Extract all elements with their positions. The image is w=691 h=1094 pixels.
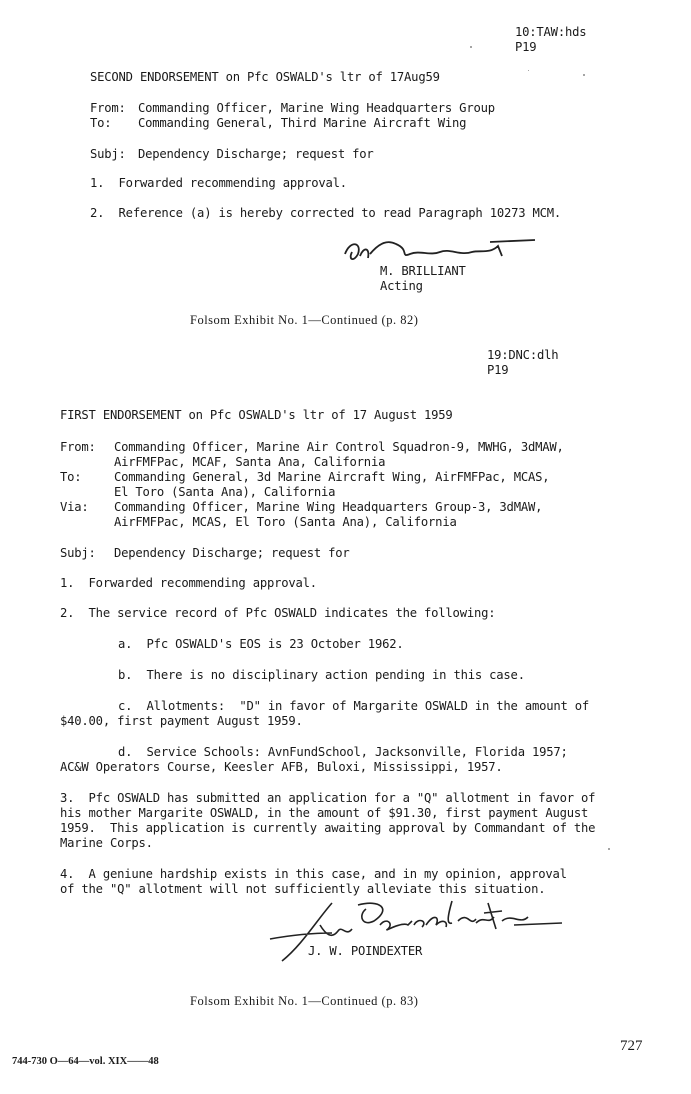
signer-name: J. W. POINDEXTER: [308, 944, 423, 958]
file-code: 10:TAW:hds: [515, 25, 587, 39]
scan-speck: [470, 46, 472, 48]
from-label: From:: [60, 440, 96, 454]
from-text: Commanding Officer, Marine Wing Headquarters Group: [138, 101, 495, 115]
item-c-line-1: c. Allotments: "D" in favor of Margarite OSWALD in the amount of: [118, 699, 590, 713]
endorsement-heading: SECOND ENDORSEMENT on Pfc OSWALD's ltr of 17Aug59: [90, 70, 440, 84]
subj-label: Subj:: [90, 147, 126, 161]
to-text: Commanding General, Third Marine Aircraft Wing: [138, 116, 467, 130]
subj-text: Dependency Discharge; request for: [138, 147, 374, 161]
to-label: To:: [90, 116, 112, 130]
via-line-1: Commanding Officer, Marine Wing Headquarters Group-3, 3dMAW,: [114, 500, 543, 514]
to-label: To:: [60, 470, 82, 484]
endorsement-heading: FIRST ENDORSEMENT on Pfc OSWALD's ltr of 17 August 1959: [60, 408, 453, 422]
paragraph-4-line-1: 4. A geniune hardship exists in this case, and in my opinion, approval: [60, 867, 567, 881]
file-code: 19:DNC:dlh: [487, 348, 559, 362]
to-line-1: Commanding General, 3d Marine Aircraft Wing, AirFMFPac, MCAS,: [114, 470, 550, 484]
exhibit-caption-p83: Folsom Exhibit No. 1—Continued (p. 83): [190, 994, 419, 1008]
from-label: From:: [90, 101, 126, 115]
paragraph-2: 2. The service record of Pfc OSWALD indicates the following:: [60, 606, 496, 620]
from-line-1: Commanding Officer, Marine Air Control Squadron-9, MWHG, 3dMAW,: [114, 440, 564, 454]
paragraph-3-line-3: 1959. This application is currently awaiting approval by Commandant of the: [60, 821, 596, 835]
signer-name: M. BRILLIANT: [380, 264, 466, 278]
exhibit-caption-p82: Folsom Exhibit No. 1—Continued (p. 82): [190, 313, 419, 327]
page-number: 727: [620, 1038, 643, 1054]
file-sub-code: P19: [487, 363, 509, 377]
subj-text: Dependency Discharge; request for: [114, 546, 350, 560]
paragraph-4-line-2: of the "Q" allotment will not sufficiently alleviate this situation.: [60, 882, 546, 896]
scan-speck: [608, 848, 610, 850]
paragraph-3-line-1: 3. Pfc OSWALD has submitted an application for a "Q" allotment in favor of: [60, 791, 596, 805]
via-line-2: AirFMFPac, MCAS, El Toro (Santa Ana), California: [114, 515, 457, 529]
paragraph-1: 1. Forwarded recommending approval.: [60, 576, 317, 590]
via-label: Via:: [60, 500, 89, 514]
paragraph-3-line-4: Marine Corps.: [60, 836, 153, 850]
item-d-line-1: d. Service Schools: AvnFundSchool, Jacksonville, Florida 1957;: [118, 745, 568, 759]
paragraph-3-line-2: his mother Margarite OSWALD, in the amount of $91.30, first payment August: [60, 806, 589, 820]
print-code: 744-730 O—64—vol. XIX——48: [12, 1056, 159, 1067]
item-d-line-2: AC&W Operators Course, Keesler AFB, Buloxi, Mississippi, 1957.: [60, 760, 503, 774]
item-a: a. Pfc OSWALD's EOS is 23 October 1962.: [118, 637, 404, 651]
item-c-line-2: $40.00, first payment August 1959.: [60, 714, 303, 728]
paragraph-1: 1. Forwarded recommending approval.: [90, 176, 347, 190]
signer-title: Acting: [380, 279, 423, 293]
from-line-2: AirFMFPac, MCAF, Santa Ana, California: [114, 455, 386, 469]
paragraph-2: 2. Reference (a) is hereby corrected to read Paragraph 10273 MCM.: [90, 206, 562, 220]
item-b: b. There is no disciplinary action pending in this case.: [118, 668, 525, 682]
scan-speck: [528, 70, 529, 71]
subj-label: Subj:: [60, 546, 96, 560]
to-line-2: El Toro (Santa Ana), California: [114, 485, 336, 499]
scan-speck: [583, 74, 585, 76]
file-sub-code: P19: [515, 40, 537, 54]
